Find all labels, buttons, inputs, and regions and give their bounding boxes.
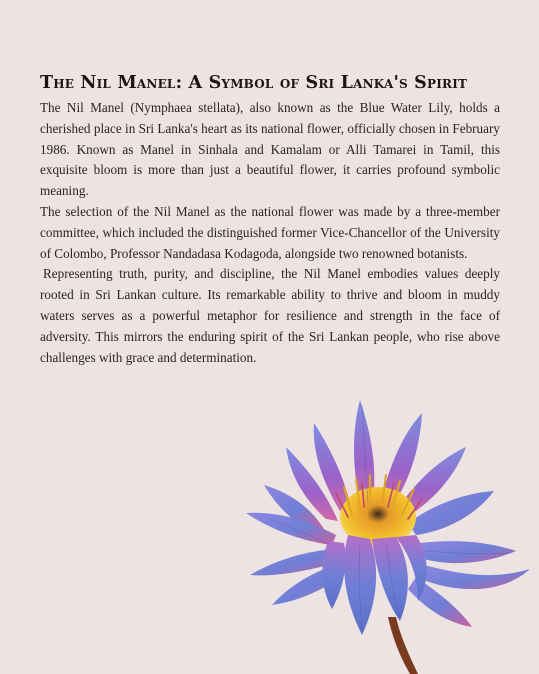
paragraph-intro: The Nil Manel (Nymphaea stellata), also known as the Blue Water Lily, holds a cherished place in Sri Lanka's heart as its national flower, officially chosen in February 1986. Known as Manel in Sinhala and Kamalam or Alli Tamarei in Tamil, this exquisite bloom is more than just a beautiful flower, it carries profound symbolic meaning. xyxy=(40,100,500,199)
blue-water-lily-illustration xyxy=(240,395,539,674)
article-title: The Nil Manel: A Symbol of Sri Lanka's Spirit xyxy=(40,73,468,93)
article xyxy=(40,72,500,368)
paragraph-symbolism: Representing truth, purity, and discipline, the Nil Manel embodies values deeply rooted in Sri Lankan culture. Its remarkable ability to thrive and bloom in muddy waters serves as a powerful metaphor for resilience and strength in the face of adversity. This mirrors the enduring spirit of the Sri Lankan people, who rise above challenges with grace and determination. xyxy=(40,266,500,365)
paragraph-selection: The selection of the Nil Manel as the national flower was made by a three-member committee, which included the distinguished former Vice-Chancellor of the University of Colombo, Professor Nandadasa Kodagoda, alongside two renowned botanists. xyxy=(40,203,500,261)
stem xyxy=(388,617,418,674)
